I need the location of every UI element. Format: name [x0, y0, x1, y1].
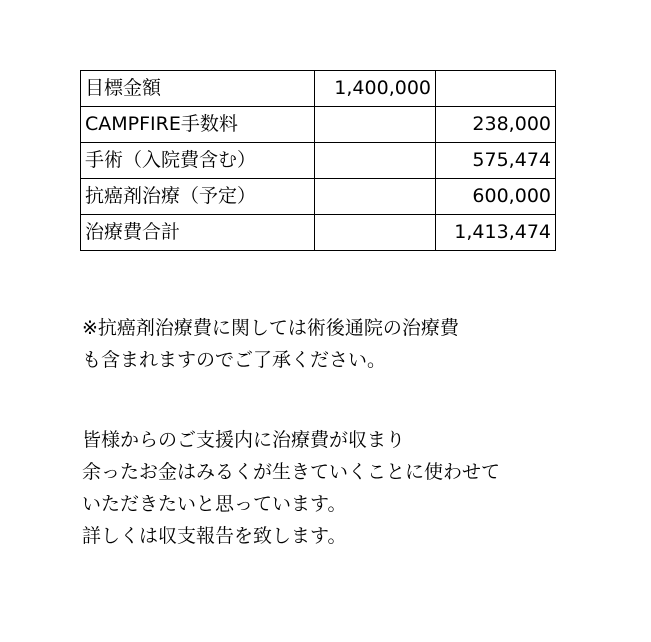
note-line: も含まれますのでご了承ください。 [82, 349, 387, 371]
support-message [82, 424, 500, 552]
row-value-a: 1,400,000 [315, 71, 436, 107]
row-label: 手術（入院費含む） [81, 143, 315, 179]
note-line: ※抗癌剤治療費に関しては術後通院の治療費 [82, 317, 459, 339]
message-line: 詳しくは収支報告を致します。 [82, 525, 347, 547]
treatment-cost-note [82, 312, 459, 376]
table-row [81, 107, 556, 143]
row-value-a [315, 143, 436, 179]
message-line: 余ったお金はみるくが生きていくことに使わせて [82, 461, 501, 483]
row-value-a [315, 215, 436, 251]
row-value-b: 575,474 [436, 143, 556, 179]
row-value-b: 1,413,474 [436, 215, 556, 251]
table-row [81, 179, 556, 215]
row-value-a [315, 179, 436, 215]
row-value-b: 600,000 [436, 179, 556, 215]
row-label: CAMPFIRE手数料 [81, 107, 315, 143]
row-label: 治療費合計 [81, 215, 315, 251]
row-label: 目標金額 [81, 71, 315, 107]
row-label: 抗癌剤治療（予定） [81, 179, 315, 215]
row-value-a [315, 107, 436, 143]
message-line: 皆様からのご支援内に治療費が収まり [82, 429, 406, 451]
budget-table [80, 70, 556, 251]
message-line: いただきたいと思っています。 [82, 493, 347, 515]
row-value-b: 238,000 [436, 107, 556, 143]
row-value-b [436, 71, 556, 107]
table-row [81, 71, 556, 107]
table-row [81, 143, 556, 179]
table-row [81, 215, 556, 251]
